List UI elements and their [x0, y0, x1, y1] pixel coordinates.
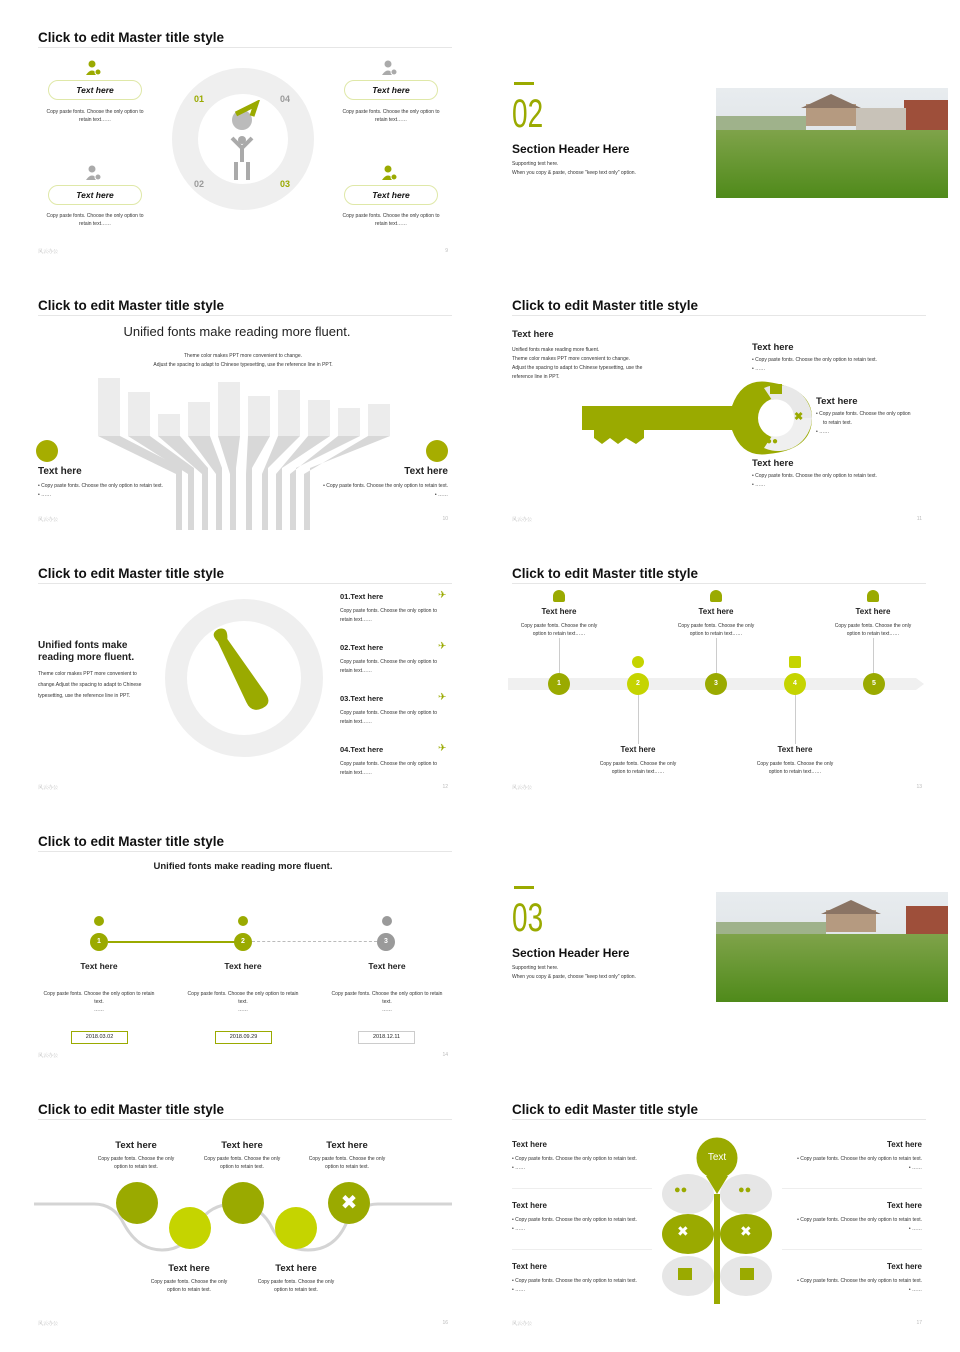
bullet-text: • Copy paste fonts. Choose the only option to retain text. — [323, 483, 448, 489]
person-globe-icon — [222, 100, 266, 182]
pill-label: Text here — [344, 80, 438, 100]
item-heading: 01.Text here — [340, 592, 384, 601]
slide-10 — [0, 268, 474, 530]
item-dots: • …… — [752, 366, 766, 372]
bottom-text: Copy paste fonts. Choose the only option to retain text. — [257, 1279, 335, 1293]
bottom-heading: Text here — [777, 745, 813, 754]
top-heading: Text here — [221, 1140, 263, 1151]
date-box: 2018.12.11 — [358, 1031, 415, 1044]
item-dots: • …… — [512, 1287, 526, 1293]
accent-bar — [514, 886, 534, 889]
step-text: Copy paste fonts. Choose the only option to retain text. …… — [43, 991, 155, 1013]
supporting-text: Supporting text here. — [512, 161, 559, 167]
divider — [512, 1249, 652, 1250]
item-text: • Copy paste fonts. Choose the only option to retain text. — [512, 1156, 637, 1162]
slide-title: Click to edit Master title style — [38, 1102, 225, 1117]
item-dots: • …… — [512, 1165, 526, 1171]
item-text: retain text…… — [340, 719, 372, 725]
pill-label: Text here — [344, 185, 438, 205]
top-text: Copy paste fonts. Choose the only option to retain text. — [308, 1156, 386, 1170]
item-text: • Copy paste fonts. Choose the only option to retain text. — [512, 1217, 637, 1223]
desc-text: Copy paste fonts. Choose the only option to retain text…… — [342, 213, 440, 227]
item-heading: 02.Text here — [340, 643, 384, 652]
top-text: Copy paste fonts. Choose the only option to retain text…… — [520, 623, 598, 637]
bottom-text: Copy paste fonts. Choose the only option to retain text. — [150, 1279, 228, 1293]
item-heading: Text here — [887, 1262, 922, 1271]
top-text: Copy paste fonts. Choose the only option to retain text…… — [677, 623, 755, 637]
footer-text: 风云办公 — [38, 1321, 59, 1327]
page-number: 11 — [916, 516, 922, 522]
accent-bar — [514, 82, 534, 85]
grass-house-photo — [716, 892, 948, 1002]
tools-icon: ✖ — [328, 1182, 370, 1224]
center-label: Text — [707, 1152, 727, 1163]
chart-icon — [740, 1268, 754, 1280]
slide-title: Click to edit Master title style — [512, 298, 699, 313]
step-4: 4 — [784, 673, 806, 695]
section-number: 03 — [512, 896, 544, 940]
user-icon — [867, 590, 879, 602]
user-icon — [169, 1207, 211, 1249]
cycle-num-03: 03 — [280, 179, 291, 189]
slide-14 — [0, 804, 474, 1066]
item-dots: • …… — [752, 482, 766, 488]
step-heading: Text here — [224, 961, 262, 971]
chart-icon — [36, 440, 58, 462]
step-text: Copy paste fonts. Choose the only option to retain text. …… — [331, 991, 443, 1013]
top-text: Copy paste fonts. Choose the only option to retain text…… — [834, 623, 912, 637]
bullet-text: • Copy paste fonts. Choose the only option to retain text. — [38, 483, 163, 489]
item-text: • Copy paste fonts. Choose the only option to retain text. — [752, 357, 877, 363]
slide-title: Click to edit Master title style — [38, 30, 225, 45]
team-icon: ●● — [674, 1184, 688, 1196]
footer-text: 风云办公 — [38, 249, 59, 255]
user-icon — [382, 165, 398, 181]
step-1: 1 — [548, 673, 570, 695]
team-icon: ●● — [766, 436, 779, 447]
plane-icon: ✈ — [438, 590, 447, 601]
section-slide-03 — [474, 804, 948, 1066]
item-text: retain text…… — [340, 668, 372, 674]
item-heading: Text here — [512, 1201, 547, 1210]
user-icon — [632, 656, 644, 668]
plane-icon: ✈ — [438, 641, 447, 652]
info-icon — [238, 916, 248, 926]
bottom-text: Copy paste fonts. Choose the only option to retain text…… — [599, 761, 677, 775]
title-rule — [512, 1119, 926, 1120]
left-text: change.Adjust the spacing to adapt to Chinese — [38, 682, 142, 688]
slide-12 — [0, 536, 474, 798]
left-heading: Text here — [512, 329, 554, 340]
page-number: 17 — [916, 1320, 922, 1326]
item-heading: Text here — [887, 1201, 922, 1210]
title-rule — [38, 851, 452, 852]
plane-icon: ✈ — [438, 743, 447, 754]
puzzle-ring-graphic — [162, 596, 326, 760]
title-rule — [38, 1119, 452, 1120]
item-dots: • …… — [908, 1287, 922, 1293]
presentation-icon — [275, 1207, 317, 1249]
connector-line — [873, 638, 874, 676]
left-heading: Text here — [38, 466, 82, 477]
item-text: Copy paste fonts. Choose the only option to — [340, 710, 438, 716]
footer-text: 风云办公 — [38, 517, 59, 523]
item-text: retain text…… — [340, 617, 372, 623]
slide-title: Click to edit Master title style — [38, 566, 225, 581]
supporting-text: When you copy & paste, choose "keep text only" option. — [512, 170, 636, 176]
info-icon — [94, 916, 104, 926]
cycle-num-02: 02 — [194, 179, 205, 189]
bottom-heading: Text here — [275, 1263, 317, 1274]
item-heading: Text here — [752, 458, 794, 469]
cycle-num-01: 01 — [194, 94, 205, 104]
date-box: 2018.09.29 — [215, 1031, 272, 1044]
section-header: Section Header Here — [512, 142, 630, 156]
step-2: 2 — [234, 933, 252, 951]
item-text: Copy paste fonts. Choose the only option to — [340, 659, 438, 665]
slide-title: Click to edit Master title style — [38, 298, 225, 313]
grass-house-photo — [716, 88, 948, 198]
team-icon: ●● — [738, 1184, 752, 1196]
item-text: • Copy paste fonts. Choose the only option to retain text. — [797, 1156, 922, 1162]
bottom-heading: Text here — [620, 745, 656, 754]
step-heading: Text here — [368, 961, 406, 971]
supporting-text: When you copy & paste, choose "keep text only" option. — [512, 974, 636, 980]
user-icon — [553, 590, 565, 602]
step-3: 3 — [377, 933, 395, 951]
supporting-text: Supporting text here. — [512, 965, 559, 971]
item-heading: Text here — [752, 342, 794, 353]
item-text: • Copy paste fonts. Choose the only option to retain text. — [512, 1278, 637, 1284]
item-text: • Copy paste fonts. Choose the only option — [816, 411, 911, 417]
slide-17 — [474, 1072, 948, 1334]
title-rule — [38, 315, 452, 316]
top-heading: Text here — [541, 607, 577, 616]
left-text: typesetting, use the reference line in PPT. — [38, 693, 131, 699]
right-heading: Text here — [404, 466, 448, 477]
connector-line — [559, 638, 560, 676]
section-slide-02 — [474, 0, 948, 262]
user-icon — [382, 60, 398, 76]
top-heading: Text here — [115, 1140, 157, 1151]
info-icon — [382, 916, 392, 926]
item-dots: • …… — [816, 429, 830, 435]
subtext: Adjust the spacing to adapt to Chinese typesetting, use the reference line in PPT. — [153, 362, 333, 368]
subtext: Theme color makes PPT more convenient to change. — [183, 353, 303, 359]
page-number: 13 — [916, 784, 922, 790]
slide-13 — [474, 536, 948, 798]
item-heading: Text here — [816, 396, 858, 407]
item-text: retain text…… — [340, 770, 372, 776]
item-heading: Text here — [512, 1262, 547, 1271]
step-text: Copy paste fonts. Choose the only option to retain text. …… — [187, 991, 299, 1013]
item-heading: Text here — [512, 1140, 547, 1149]
page-number: 14 — [442, 1052, 448, 1058]
bullet-dots: • …… — [434, 492, 448, 498]
page-number: 16 — [442, 1320, 448, 1326]
item-heading: 04.Text here — [340, 745, 384, 754]
tools-icon: ✖ — [794, 411, 804, 423]
slide-title: Click to edit Master title style — [512, 1102, 699, 1117]
section-header: Section Header Here — [512, 946, 630, 960]
top-text: Copy paste fonts. Choose the only option to retain text. — [97, 1156, 175, 1170]
connector-line — [795, 694, 796, 744]
bullet-dots: • …… — [38, 492, 52, 498]
left-text: reference line in PPT. — [512, 374, 560, 380]
top-heading: Text here — [855, 607, 891, 616]
page-number: 10 — [442, 516, 448, 522]
bars-funnel-graphic — [96, 378, 390, 530]
title-rule — [512, 583, 926, 584]
slide-16 — [0, 1072, 474, 1334]
chart-icon — [770, 384, 782, 394]
chart-icon — [678, 1268, 692, 1280]
slide-title: Click to edit Master title style — [38, 834, 225, 849]
timeline-dashed — [252, 941, 377, 942]
chart-icon — [426, 440, 448, 462]
item-dots: • …… — [908, 1226, 922, 1232]
page-number: 12 — [442, 784, 448, 790]
step-2: 2 — [627, 673, 649, 695]
item-text: Copy paste fonts. Choose the only option to — [340, 608, 438, 614]
divider — [512, 1188, 652, 1189]
page-number: 9 — [445, 248, 448, 254]
top-text: Copy paste fonts. Choose the only option to retain text. — [203, 1156, 281, 1170]
item-heading: 03.Text here — [340, 694, 384, 703]
top-heading: Text here — [698, 607, 734, 616]
left-text: Unified fonts make reading more fluent. — [512, 347, 600, 353]
footer-text: 风云办公 — [38, 785, 59, 791]
headline: Unified fonts make reading more fluent. — [153, 861, 333, 872]
tools-icon: ✖ — [740, 1223, 752, 1239]
item-dots: • …… — [908, 1165, 922, 1171]
step-heading: Text here — [80, 961, 118, 971]
footer-text: 风云办公 — [38, 1053, 59, 1059]
pill-label: Text here — [48, 185, 142, 205]
cycle-num-04: 04 — [280, 94, 291, 104]
connector-line — [716, 638, 717, 676]
chat-icon — [222, 1182, 264, 1224]
document-icon — [116, 1182, 158, 1224]
section-number: 02 — [512, 92, 544, 136]
step-5: 5 — [863, 673, 885, 695]
item-text: Copy paste fonts. Choose the only option to — [340, 761, 438, 767]
item-text: to retain text. — [823, 420, 852, 426]
user-icon — [789, 656, 801, 668]
step-3: 3 — [705, 673, 727, 695]
date-box: 2018.03.02 — [71, 1031, 128, 1044]
left-text: Adjust the spacing to adapt to Chinese typesetting, use the — [512, 365, 643, 371]
desc-text: Copy paste fonts. Choose the only option to retain text…… — [46, 213, 144, 227]
desc-text: Copy paste fonts. Choose the only option to retain text…… — [46, 109, 144, 123]
left-text: Theme color makes PPT more convenient to change. — [512, 356, 631, 362]
left-text: Theme color makes PPT more convenient to — [38, 671, 137, 677]
user-icon — [710, 590, 722, 602]
item-heading: Text here — [887, 1140, 922, 1149]
title-rule — [38, 583, 452, 584]
plane-icon: ✈ — [438, 692, 447, 703]
pill-label: Text here — [48, 80, 142, 100]
item-text: • Copy paste fonts. Choose the only option to retain text. — [797, 1278, 922, 1284]
user-icon — [86, 60, 102, 76]
slide-title: Click to edit Master title style — [512, 566, 699, 581]
item-text: • Copy paste fonts. Choose the only option to retain text. — [752, 473, 877, 479]
title-rule — [512, 315, 926, 316]
left-heading: Unified fonts make reading more fluent. — [38, 640, 135, 663]
footer-text: 风云办公 — [512, 517, 533, 523]
headline: Unified fonts make reading more fluent. — [123, 324, 351, 339]
top-heading: Text here — [326, 1140, 368, 1151]
divider — [782, 1188, 922, 1189]
step-1: 1 — [90, 933, 108, 951]
bottom-text: Copy paste fonts. Choose the only option to retain text…… — [756, 761, 834, 775]
tools-icon: ✖ — [677, 1223, 689, 1239]
slide-11 — [474, 268, 948, 530]
desc-text: Copy paste fonts. Choose the only option to retain text…… — [342, 109, 440, 123]
bottom-heading: Text here — [168, 1263, 210, 1274]
timeline-line — [108, 941, 235, 943]
footer-text: 风云办公 — [512, 1321, 533, 1327]
title-rule — [38, 47, 452, 48]
footer-text: 风云办公 — [512, 785, 533, 791]
item-text: • Copy paste fonts. Choose the only option to retain text. — [797, 1217, 922, 1223]
connector-line — [638, 694, 639, 744]
slide-9 — [0, 0, 474, 262]
item-dots: • …… — [512, 1226, 526, 1232]
divider — [782, 1249, 922, 1250]
user-icon — [86, 165, 102, 181]
